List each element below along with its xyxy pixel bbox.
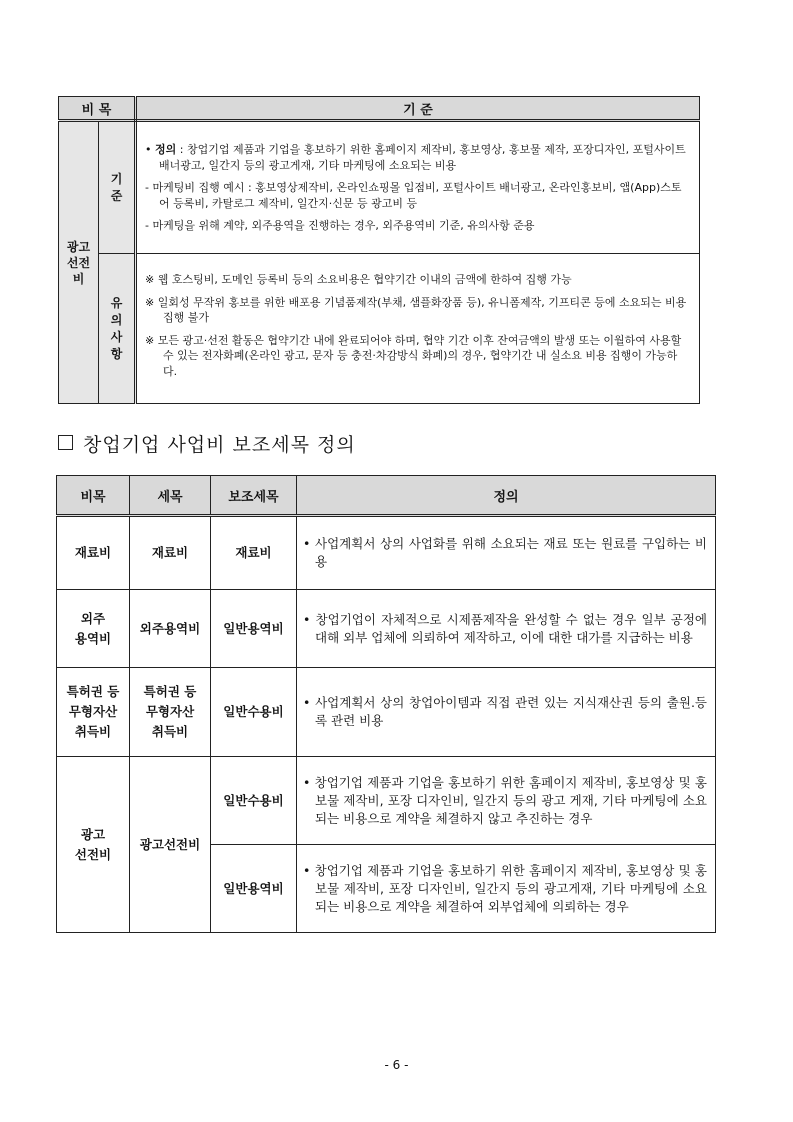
cell-biomok: 광고 선전비 bbox=[57, 757, 130, 933]
cell-semok: 외주용역비 bbox=[130, 590, 211, 668]
col-header-bojo: 보조세목 bbox=[211, 476, 297, 516]
note-item: ※ 웹 호스팅비, 도메인 등록비 등의 소요비용은 협약기간 이내의 금액에 한하여 집행 가능 bbox=[145, 273, 572, 286]
subsidy-definition-table bbox=[56, 475, 716, 933]
sub-criteria-label: 기 준 bbox=[99, 121, 136, 254]
definition-text: : 창업기업 제품과 기업을 홍보하기 위한 홈페이지 제작비, 홍보영상, 홍보물 제작, 포장디자인, 포털사이트 배너광고, 일간지 등의 광고게재, 기타 마케팅에 소요되는 비용 bbox=[159, 143, 686, 172]
cell-bojo: 일반용역비 bbox=[211, 845, 297, 933]
note-item: ※ 일회성 무작위 홍보를 위한 배포용 기념품제작(부채, 샘플화장품 등), 유니폼제작, 기프티콘 등에 소요되는 비용집행 불가 bbox=[145, 295, 687, 324]
cell-definition: • 사업계획서 상의 창업아이템과 직접 관련 있는 지식재산권 등의 출원.등록 관련 비용 bbox=[297, 668, 716, 757]
page-number: - 6 - bbox=[384, 1058, 409, 1072]
col-header-definition: 정의 bbox=[297, 476, 716, 516]
header-biomok: 비 목 bbox=[59, 97, 136, 121]
cell-biomok: 특허권 등 무형자산 취득비 bbox=[57, 668, 130, 757]
cell-bojo: 재료비 bbox=[211, 516, 297, 590]
checkbox-square-icon bbox=[58, 435, 73, 450]
criteria-item: - 마케팅비 집행 예시 : 홍보영상제작비, 온라인쇼핑몰 입점비, 포털사이트 배너광고, 온라인홍보비, 앱(App)스토어 등록비, 카탈로그 제작비, 일간지·신문 등 광고비 등 bbox=[145, 181, 682, 210]
definition-label: 정의 bbox=[155, 143, 177, 156]
cell-bojo: 일반용역비 bbox=[211, 590, 297, 668]
cell-definition: • 창업기업이 자체적으로 시제품제작을 완성할 수 없는 경우 일부 공정에 대해 외부 업체에 의뢰하여 제작하고, 이에 대한 대가를 지급하는 비용 bbox=[297, 590, 716, 668]
cell-biomok: 외주 용역비 bbox=[57, 590, 130, 668]
criteria-item: - 마케팅을 위해 계약, 외주용역을 진행하는 경우, 외주용역비 기준, 유의사항 준용 bbox=[145, 219, 535, 232]
cell-definition: • 창업기업 제품과 기업을 홍보하기 위한 홈페이지 제작비, 홍보영상 및 홍보물 제작비, 포장 디자인비, 일간지 등의 광고 게재, 기타 마케팅에 소요되는 비용으로 계약을 체결하지 않고 추진하는 경우 bbox=[297, 757, 716, 845]
col-header-semok: 세목 bbox=[130, 476, 211, 516]
col-header-biomok: 비목 bbox=[57, 476, 130, 516]
table-row bbox=[57, 757, 716, 845]
section-title: 창업기업 사업비 보조세목 정의 bbox=[58, 430, 356, 457]
note-item: ※ 모든 광고·선전 활동은 협약기간 내에 완료되어야 하며, 협약 기간 이후 잔여금액의 발생 또는 이월하여 사용할 수 있는 전자화폐(온라인 광고, 문자 등 충전·차감방식 화폐)의 경우, 협약기간 내 실소요 비용 집행이 가능하다. bbox=[145, 333, 682, 378]
cell-bojo: 일반수용비 bbox=[211, 668, 297, 757]
cell-bojo: 일반수용비 bbox=[211, 757, 297, 845]
criteria-definition: • 정의 : 창업기업 제품과 기업을 홍보하기 위한 홈페이지 제작비, 홍보영상, 홍보물 제작, 포장디자인, 포털사이트 배너광고, 일간지 등의 광고게재, 기타 마케팅에 소요되는 비용 bbox=[145, 143, 686, 172]
criteria-content bbox=[136, 121, 700, 254]
advertising-criteria-table bbox=[58, 96, 700, 404]
notes-content bbox=[136, 254, 700, 404]
table-row bbox=[57, 668, 716, 757]
sub-notes-label: 유 의 사 항 bbox=[99, 254, 136, 404]
table-row bbox=[57, 590, 716, 668]
cell-definition: • 창업기업 제품과 기업을 홍보하기 위한 홈페이지 제작비, 홍보영상 및 홍보물 제작비, 포장 디자인비, 일간지 등의 광고게재, 기타 마케팅에 소요되는 비용으로 계약을 체결하여 외부업체에 의뢰하는 경우 bbox=[297, 845, 716, 933]
cell-biomok: 재료비 bbox=[57, 516, 130, 590]
cell-semok: 재료비 bbox=[130, 516, 211, 590]
header-criteria: 기 준 bbox=[136, 97, 700, 121]
category-label: 광고 선전 비 bbox=[59, 121, 99, 404]
cell-semok: 특허권 등 무형자산 취득비 bbox=[130, 668, 211, 757]
cell-semok: 광고선전비 bbox=[130, 757, 211, 933]
cell-definition: • 사업계획서 상의 사업화를 위해 소요되는 재료 또는 원료를 구입하는 비용 bbox=[297, 516, 716, 590]
table-row bbox=[57, 516, 716, 590]
